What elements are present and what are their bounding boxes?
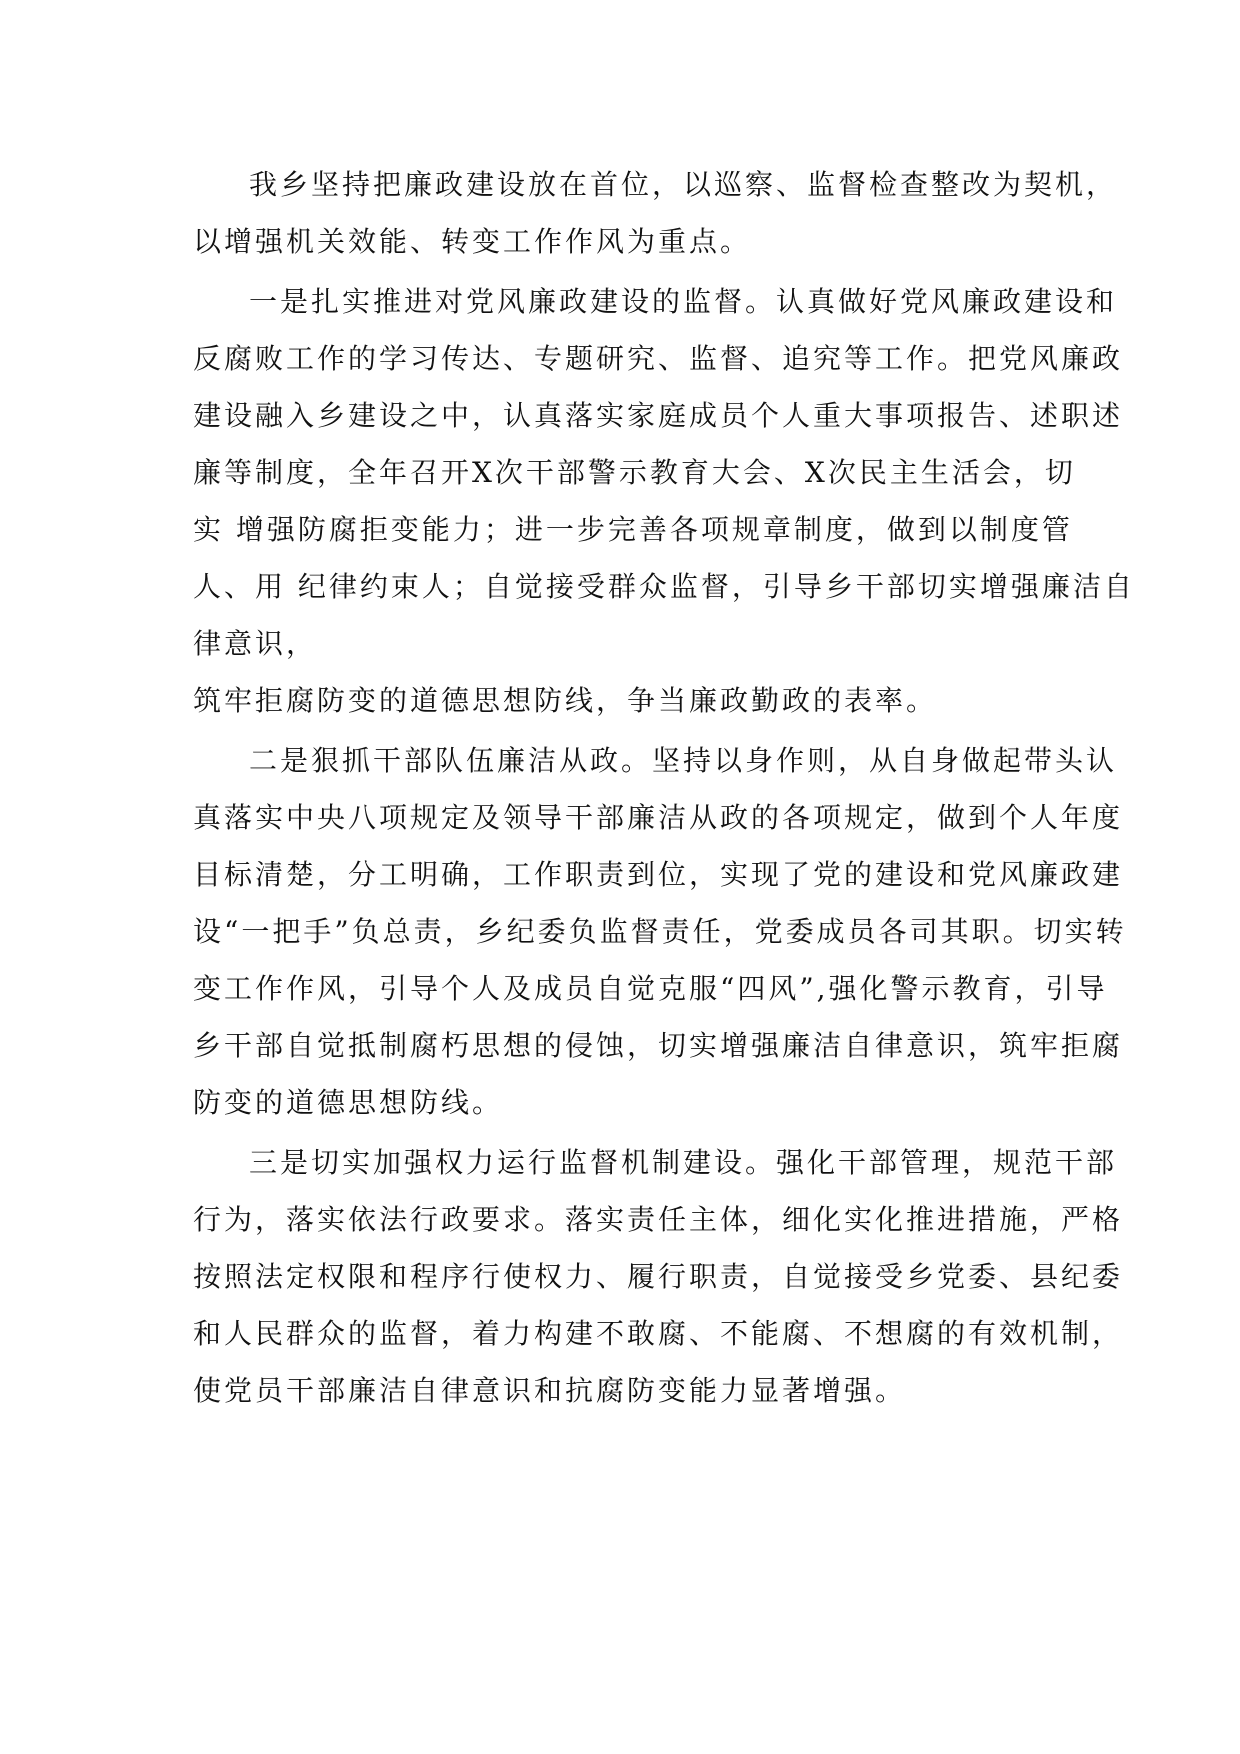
paragraph-3-line-3: 目标清楚，分工明确，工作职责到位，实现了党的建设和党风廉政建 <box>193 858 1124 891</box>
paragraph-3-line-7: 防变的道德思想防线。 <box>193 1086 504 1119</box>
paragraph-4-line-1: 三是切实加强权力运行监督机制建设。强化干部管理，规范干部 <box>249 1146 1118 1179</box>
paragraph-2-line-2: 反腐败工作的学习传达、专题研究、监督、追究等工作。把党风廉政 <box>193 342 1124 375</box>
paragraph-2-line-5: 实 增强防腐拒变能力；进一步完善各项规章制度，做到以制度管 <box>193 513 1073 546</box>
paragraph-2-line-3: 建设融入乡建设之中，认真落实家庭成员个人重大事项报告、述职述 <box>193 399 1124 432</box>
paragraph-2-line-1: 一是扎实推进对党风廉政建设的监督。认真做好党风廉政建设和 <box>249 285 1118 318</box>
paragraph-2-line-7: 律意识， <box>193 627 318 660</box>
paragraph-1-line-2: 以增强机关效能、转变工作作风为重点。 <box>193 225 752 258</box>
paragraph-4-line-4: 和人民群众的监督，着力构建不敢腐、不能腐、不想腐的有效机制， <box>193 1317 1124 1350</box>
paragraph-3-line-1: 二是狠抓干部队伍廉洁从政。坚持以身作则，从自身做起带头认 <box>249 744 1118 777</box>
document-body <box>193 156 1135 1419</box>
paragraph-4-line-2: 行为，落实依法行政要求。落实责任主体，细化实化推进措施，严格 <box>193 1203 1124 1236</box>
paragraph-3-line-5: 变工作作风，引导个人及成员自觉克服“四风”,强化警示教育，引导 <box>193 972 1108 1005</box>
paragraph-4-line-3: 按照法定权限和程序行使权力、履行职责，自觉接受乡党委、县纪委 <box>193 1260 1124 1293</box>
paragraph-3-line-2: 真落实中央八项规定及领导干部廉洁从政的各项规定，做到个人年度 <box>193 801 1124 834</box>
paragraph-3-line-6: 乡干部自觉抵制腐朽思想的侵蚀，切实增强廉洁自律意识，筑牢拒腐 <box>193 1029 1124 1062</box>
paragraph-2-line-6: 人、用 纪律约束人；自觉接受群众监督，引导乡干部切实增强廉洁自 <box>193 570 1135 603</box>
paragraph-4-line-5: 使党员干部廉洁自律意识和抗腐防变能力显著增强。 <box>193 1374 907 1407</box>
paragraph-3-line-4: 设“一把手”负总责，乡纪委负监督责任，党委成员各司其职。切实转 <box>193 915 1127 948</box>
paragraph-2-line-4: 廉等制度，全年召开X次干部警示教育大会、X次民主生活会，切 <box>193 456 1076 489</box>
paragraph-1-line-1: 我乡坚持把廉政建设放在首位，以巡察、监督检查整改为契机， <box>249 168 1118 201</box>
paragraph-2-line-8: 筑牢拒腐防变的道德思想防线，争当廉政勤政的表率。 <box>193 684 938 717</box>
